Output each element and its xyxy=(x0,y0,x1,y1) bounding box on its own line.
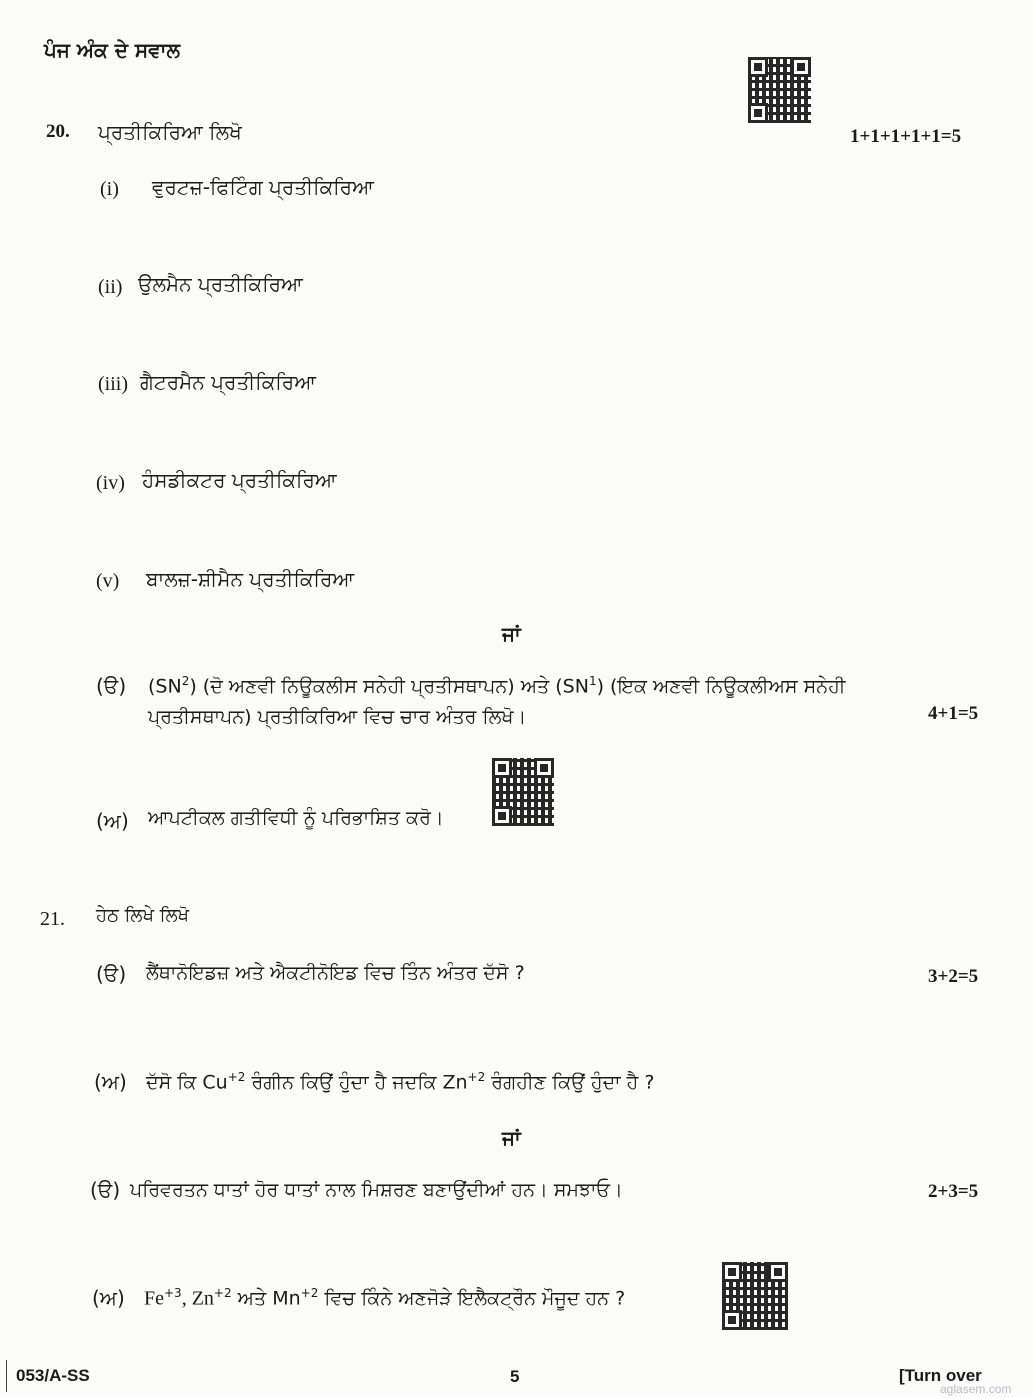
q20-number: 20. xyxy=(46,121,70,142)
q20-alt-b-label: (ਅ) xyxy=(96,809,129,833)
q20-alt-a-line2: ਪ੍ਰਤੀਸਥਾਪਨ) ਪ੍ਰਤੀਕਿਰਿਆ ਵਿਚ ਚਾਰ ਅੰਤਰ ਲਿਖੋ। xyxy=(148,706,527,728)
q20-alt-a-line1: $(SN^2)$ (ਦੋ ਅਣਵੀ ਨਿਊਕਲੀਸ ਸਨੇਹੀ ਪ੍ਰਤੀਸਥਾਪਨ) ਅਤੇ $(SN^1)$ (ਇਕ ਅਣਵੀ ਨਿਊਕਲੀਅਸ ਸਨੇਹੀ xyxy=(148,674,846,698)
q20-item-2-text: ਉਲਮੈਨ ਪ੍ਰਤੀਕਿਰਿਆ xyxy=(138,272,303,296)
q21-a-marks: 3+2=5 xyxy=(928,966,979,987)
q20-item-3-text: ਗੈਟਰਮੈਨ ਪ੍ਰਤੀਕਿਰਿਆ xyxy=(140,370,316,394)
q21-alt-b-label: (ਅ) xyxy=(92,1286,125,1310)
section-heading: ਪੰਜ ਅੰਕ ਦੇ ਸਵਾਲ xyxy=(44,38,181,62)
q21-number: 21. xyxy=(40,908,65,930)
footer-turn-over: [Turn over xyxy=(899,1366,982,1385)
q20-item-3-label: (iii) xyxy=(98,373,128,395)
q21-alt-b-text: $Fe^{+3}$, $Zn^{+2}$ ਅਤੇ $Mn^{+2}$ ਵਿਚ ਕਿੰਨੇ ਅਣਜੋੜੇ ਇਲੈਕਟ੍ਰੌਨ ਮੌਜੂਦ ਹਨ ? xyxy=(144,1286,626,1310)
q20-item-1-text: ਵੁਰਟਜ਼-ਫਿਟਿੰਗ ਪ੍ਰਤੀਕਿਰਿਆ xyxy=(152,175,374,199)
footer-page-number: 5 xyxy=(510,1367,520,1386)
q20-item-5-label: (v) xyxy=(96,570,120,592)
q20-alt-b-text: ਆਪਟੀਕਲ ਗਤੀਵਿਧੀ ਨੂੰ ਪਰਿਭਾਸ਼ਿਤ ਕਰੋ। xyxy=(148,807,444,829)
q21-a-label: (ੳ) xyxy=(96,962,127,986)
q21-a-text: ਲੈਂਥਾਨੋਇਡਜ਼ ਅਤੇ ਐਕਟੀਨੋਇਡ ਵਿਚ ਤਿੰਨ ਅੰਤਰ ਦੱਸੋ ? xyxy=(146,962,525,984)
watermark: aglasem.com xyxy=(940,1382,1012,1396)
q20-item-5-text: ਬਾਲਜ਼-ਸ਼ੀਮੈਨ ਪ੍ਰਤੀਕਿਰਿਆ xyxy=(146,567,355,591)
q21-b-text: ਦੱਸੋ ਕਿ $Cu^{+2}$ ਰੰਗੀਨ ਕਿਉਂ ਹੁੰਦਾ ਹੈ ਜਦਕਿ $Zn^{+2}$ ਰੰਗਹੀਣ ਕਿਉਂ ਹੁੰਦਾ ਹੈ ? xyxy=(146,1070,655,1094)
q20-alt-a-label: (ੳ) xyxy=(96,674,127,698)
q21-alt-a-label: (ੳ) xyxy=(90,1178,121,1202)
q21-b-label: (ਅ) xyxy=(94,1070,127,1094)
qr-code-middle xyxy=(492,758,554,826)
q21-alt-a-marks: 2+3=5 xyxy=(928,1181,979,1202)
qr-code-bottom xyxy=(722,1262,788,1330)
q20-item-2-label: (ii) xyxy=(98,276,123,298)
q20-title: ਪ੍ਰਤੀਕਿਰਿਆ ਲਿਖੋ xyxy=(98,120,242,144)
q20-item-1-label: (i) xyxy=(100,178,119,200)
q21-or: ਜਾਂ xyxy=(502,1126,521,1150)
margin-line xyxy=(6,1360,7,1392)
q20-alt-a-marks: 4+1=5 xyxy=(928,703,979,724)
q21-title: ਹੇਠ ਲਿਖੇ ਲਿਖੋ xyxy=(96,905,190,926)
q20-or: ਜਾਂ xyxy=(502,622,521,646)
q20-item-4-label: (iv) xyxy=(96,472,125,494)
footer-paper-code: 053/A-SS xyxy=(16,1366,90,1385)
qr-code-top xyxy=(748,57,811,123)
q20-marks: 1+1+1+1+1=5 xyxy=(850,126,962,147)
q20-item-4-text: ਹੰਸਡੀਕਟਰ ਪ੍ਰਤੀਕਿਰਿਆ xyxy=(142,468,337,492)
q21-alt-a-text: ਪਰਿਵਰਤਨ ਧਾਤਾਂ ਹੋਰ ਧਾਤਾਂ ਨਾਲ ਮਿਸ਼ਰਣ ਬਣਾਉਂਦੀਆਂ ਹਨ। ਸਮਝਾਓ। xyxy=(130,1179,623,1201)
